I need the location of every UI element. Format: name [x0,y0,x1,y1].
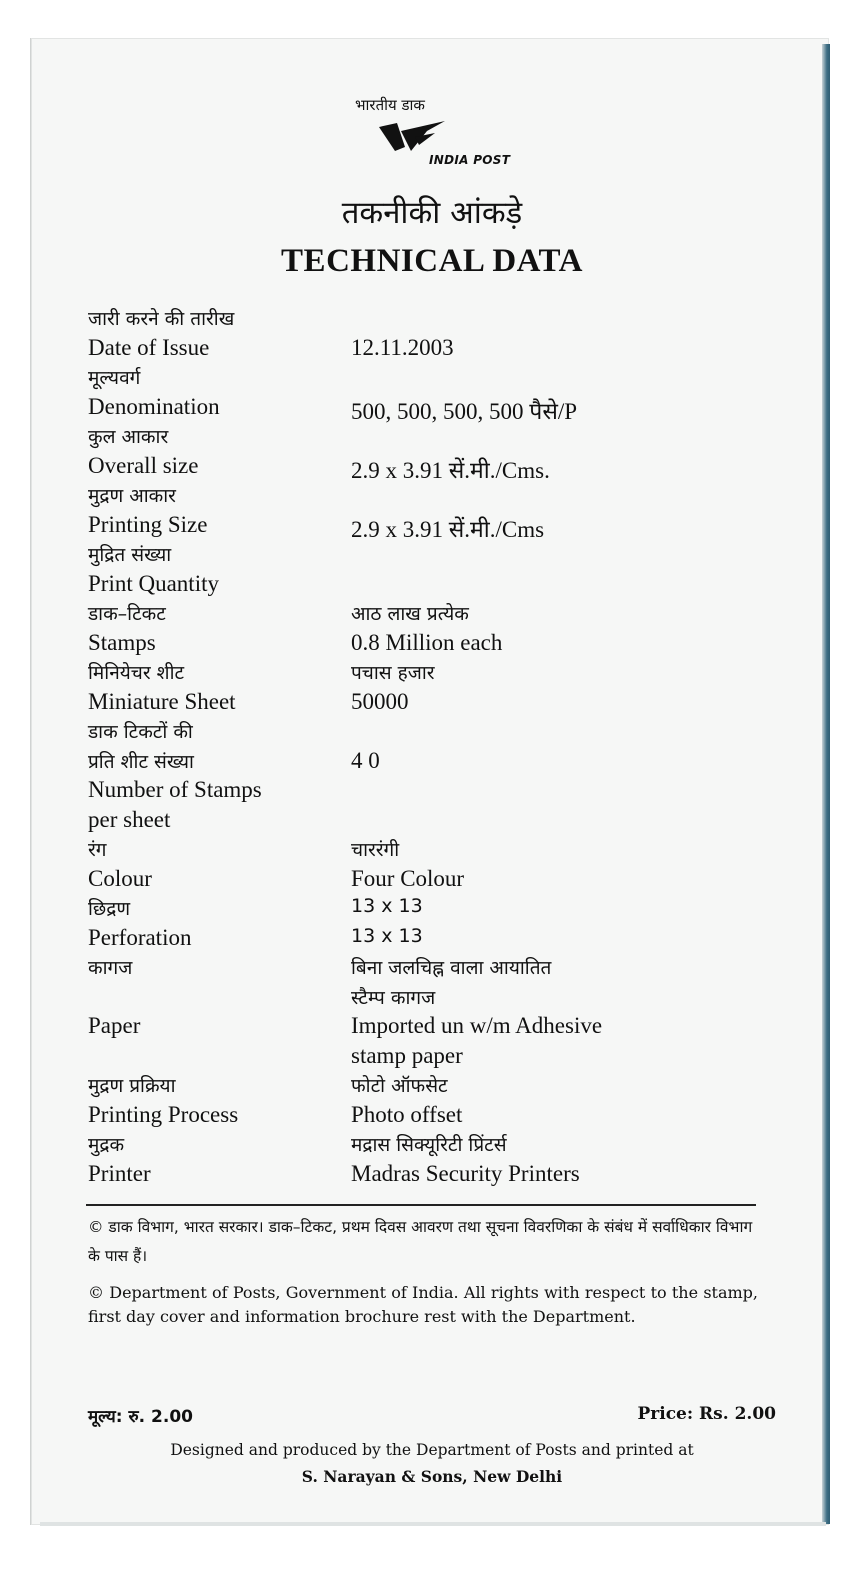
value-hindi: पचास हजार [351,662,435,684]
value-english: Madras Security Printers [351,1160,580,1186]
page-title-hindi: तकनीकी आंकड़े [341,195,523,231]
india-post-logo [355,95,520,175]
label-hindi: मुद्रण आकार [88,485,176,507]
label-hindi: कुल आकार [88,426,169,448]
label-hindi: कागज [88,957,133,979]
data-row [88,777,778,807]
label-hindi: रंग [88,839,107,861]
data-row [88,1161,778,1191]
label-english: Overall size [88,452,199,478]
label-english: Miniature Sheet [88,688,236,714]
label-hindi: छिद्रण [88,898,131,920]
value-hindi: मद्रास सिक्यूरिटी प्रिंटर्स [351,1134,507,1156]
label-english-line2: per sheet [88,806,171,832]
label-hindi: मिनियेचर शीट [88,662,185,684]
label-english: Printing Process [88,1101,239,1127]
logo-hindi-text: भारतीय डाक [355,96,425,114]
data-row [88,541,778,571]
data-row [88,571,778,601]
copyright-english: © Department of Posts, Government of India. All rights with respect to the stamp, first day cover and information brochure rest with the Department. [88,1283,758,1326]
data-row [88,659,778,689]
value-hindi-line2: स्टैम्प कागज [351,986,436,1009]
label-english: Print Quantity [88,570,219,596]
label-english: Date of Issue [88,334,210,360]
data-row [88,1102,778,1132]
label-english: Stamps [88,629,156,655]
data-row [88,600,778,630]
data-row [88,1072,778,1102]
label-hindi: मुद्रण प्रक्रिया [88,1075,176,1097]
label-english: Printer [88,1160,151,1186]
data-row [88,482,778,512]
value-english: Imported un w/m Adhesive [351,1013,603,1038]
value-english: 13 x 13 [351,924,423,947]
data-row [88,335,778,365]
data-row [88,984,778,1014]
data-row [88,807,778,837]
value-english-line2: stamp paper [351,1042,463,1068]
data-row [88,689,778,719]
data-row [88,925,778,955]
value-hindi: बिना जलचिह्न वाला आयातित [351,957,552,979]
copyright-hindi: © डाक विभाग, भारत सरकार। डाक–टिकट, प्रथम दिवस आवरण तथा सूचना विवरणिका के संबंध में सर्वाधिकार विभाग के पास हैं। [88,1218,753,1265]
data-row [88,305,778,335]
data-row [88,895,778,925]
data-row [88,866,778,896]
data-row [88,748,778,778]
label-english: Perforation [88,924,192,950]
data-row [88,394,778,424]
page-title: TECHNICAL DATA [281,243,583,279]
value-english: 12.11.2003 [351,334,454,360]
value-english: 0.8 Million each [351,629,503,655]
label-english: Paper [88,1013,141,1038]
value-hindi: फोटो ऑफसेट [351,1075,448,1097]
data-row [88,630,778,660]
data-row [88,1043,778,1073]
value-hindi: चाररंगी [351,839,400,861]
data-row [88,453,778,483]
data-row [88,1013,778,1043]
label-english: Number of Stamps [88,777,262,802]
data-row [88,364,778,394]
logo-english-text: INDIA POST [429,153,511,167]
label-hindi: मुद्रित संख्या [88,544,172,566]
value-stamps-per-sheet: 4 0 [351,747,380,773]
data-row [88,836,778,866]
price-english: Price: Rs. 2.00 [637,1404,776,1424]
data-row [88,1131,778,1161]
price-hindi: मूल्य: रु. 2.00 [88,1407,193,1427]
label-english: Colour [88,865,152,891]
footer-credit: Designed and produced by the Department of Posts and printed at [170,1441,694,1459]
value-english: 50000 [351,688,409,714]
label-hindi-line2: प्रति शीट संख्या [88,750,194,773]
data-row [88,954,778,984]
page-bottom-edge [40,1522,826,1526]
technical-data-table [88,305,778,1190]
value-english: 500, 500, 500, 500 पैसे/P [351,398,578,424]
value-english: 2.9 x 3.91 सें.मी./Cms. [351,457,550,483]
data-row [88,512,778,542]
value-english: Four Colour [351,865,465,891]
value-hindi: 13 x 13 [351,895,423,917]
label-hindi: डाक–टिकट [88,603,166,625]
value-english: Photo offset [351,1101,463,1127]
label-hindi: मूल्यवर्ग [88,367,141,389]
label-hindi: जारी करने की तारीख [88,308,235,330]
value-english: 2.9 x 3.91 सें.मी./Cms [351,516,545,542]
data-row [88,718,778,748]
label-english: Printing Size [88,511,208,537]
divider [86,1204,756,1206]
data-row [88,423,778,453]
label-hindi: डाक टिकटों की [88,721,193,743]
footer-printer: S. Narayan & Sons, New Delhi [301,1467,563,1486]
value-hindi: आठ लाख प्रत्येक [351,603,469,625]
label-hindi: मुद्रक [88,1134,125,1156]
label-english: Denomination [88,393,220,419]
